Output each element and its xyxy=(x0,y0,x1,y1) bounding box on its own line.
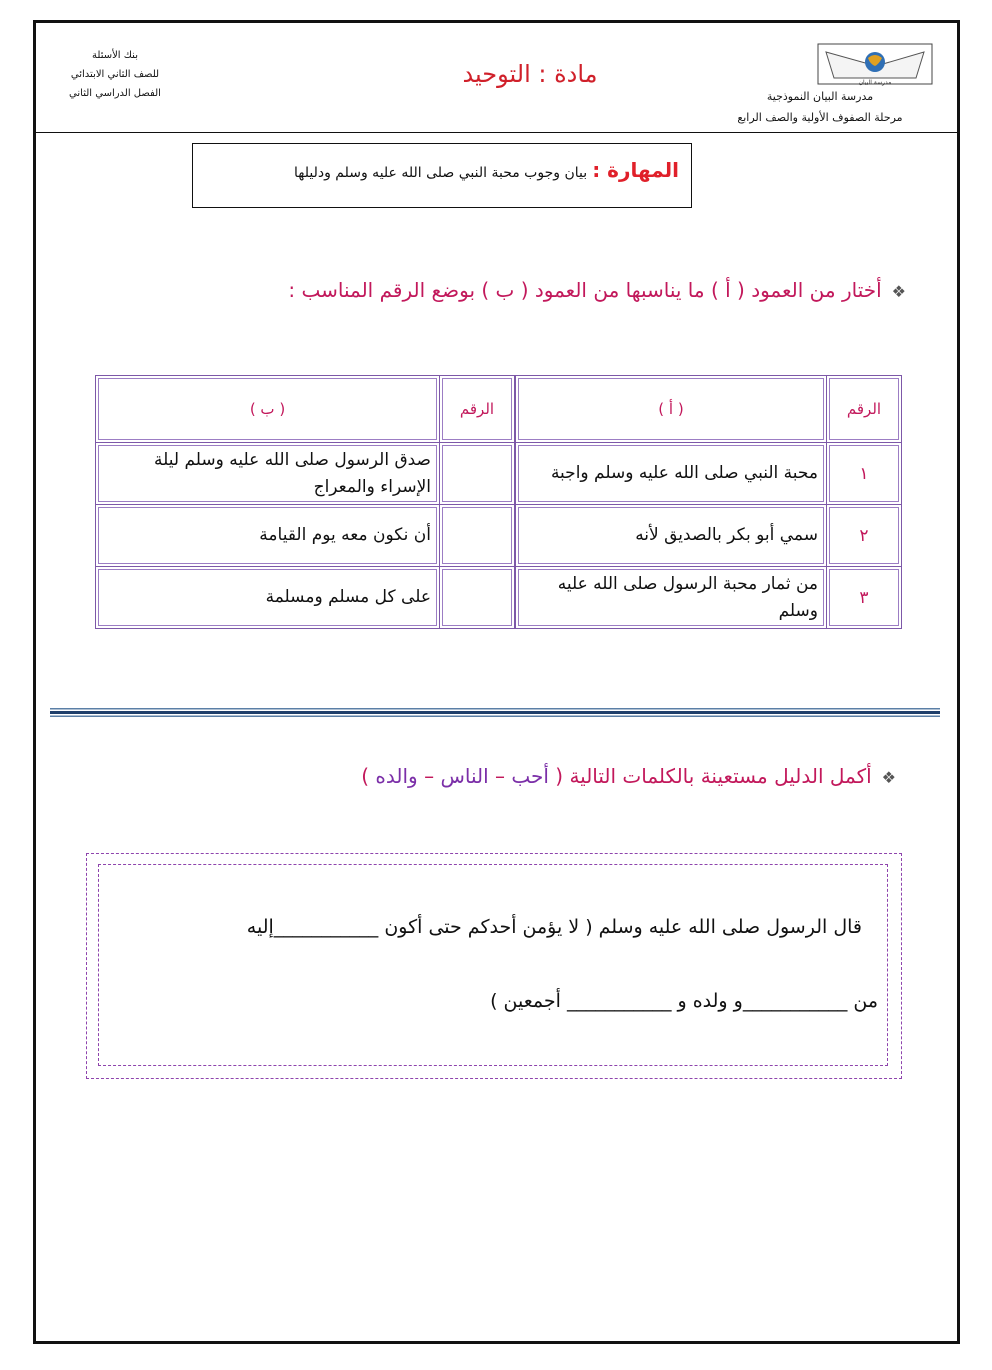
separator: – xyxy=(417,764,441,788)
table-b-header-num: الرقم xyxy=(440,376,515,443)
hadith-line-2[interactable]: من ___________و ولده و ___________ أجمعين ) xyxy=(490,990,878,1012)
separator: – xyxy=(488,764,512,788)
column-b-item: على كل مسلم ومسلمة xyxy=(96,567,440,629)
section-divider xyxy=(50,708,940,717)
table-row xyxy=(516,567,902,629)
header-right-block xyxy=(710,86,930,128)
table-a-header-num: الرقم xyxy=(827,376,902,443)
column-a-item: من ثمار محبة الرسول صلى الله عليه وسلم xyxy=(516,567,827,629)
skill-box xyxy=(192,143,692,208)
hadith-box-inner xyxy=(98,864,888,1066)
table-row xyxy=(516,443,902,505)
school-name: مدرسة البيان النموذجية xyxy=(766,90,874,103)
question2-text-end: ) xyxy=(361,764,376,788)
column-a-item: محبة النبي صلى الله عليه وسلم واجبة xyxy=(516,443,827,505)
table-a-header-col: ( أ ) xyxy=(516,376,827,443)
table-b-header-col: ( ب ) xyxy=(96,376,440,443)
stage-label: مرحلة الصفوف الأولية والصف الرابع xyxy=(737,111,903,124)
row-number: ٣ xyxy=(827,567,902,629)
logo-text: مدرسة البيان xyxy=(858,79,892,86)
header-divider xyxy=(36,132,957,133)
diamond-bullet-icon: ❖ xyxy=(881,768,896,787)
answer-number-field[interactable] xyxy=(440,567,515,629)
subject-title: مادة : التوحيد xyxy=(462,60,598,88)
column-b-item: أن نكون معه يوم القيامة xyxy=(96,505,440,567)
table-column-a xyxy=(515,375,902,629)
word-bank-1: أحب xyxy=(511,764,549,788)
answer-number-field[interactable] xyxy=(440,505,515,567)
question2-title xyxy=(361,764,896,788)
column-a-item: سمي أبو بكر بالصديق لأنه xyxy=(516,505,827,567)
word-bank-2: الناس xyxy=(440,764,489,788)
answer-number-field[interactable] xyxy=(440,443,515,505)
word-bank-3: والده xyxy=(375,764,418,788)
question1-title xyxy=(288,278,906,302)
table-row xyxy=(96,567,515,629)
grade-label: للصف الثاني الابتدائي xyxy=(70,69,160,80)
table-column-b xyxy=(95,375,515,629)
question2-text-start: أكمل الدليل مستعينة بالكلمات التالية ( xyxy=(548,764,872,788)
question1-text: أختار من العمود ( أ ) ما يناسبها من العمود ( ب ) بوضع الرقم المناسب : xyxy=(288,278,882,302)
column-b-item: صدق الرسول صلى الله عليه وسلم ليلة الإسراء والمعراج xyxy=(96,443,440,505)
header-left-block xyxy=(50,46,180,103)
table-row xyxy=(96,505,515,567)
question-bank-label: بنك الأسئلة xyxy=(92,50,138,61)
table-row xyxy=(516,505,902,567)
semester-label: الفصل الدراسي الثاني xyxy=(69,88,161,99)
row-number: ١ xyxy=(827,443,902,505)
diamond-bullet-icon: ❖ xyxy=(891,282,906,301)
table-row xyxy=(96,443,515,505)
skill-label: المهارة : xyxy=(592,158,679,182)
hadith-line-1[interactable]: قال الرسول صلى الله عليه وسلم ( لا يؤمن أحدكم حتى أكون ___________إليه xyxy=(246,916,862,938)
skill-text: بيان وجوب محبة النبي صلى الله عليه وسلم ودليلها xyxy=(294,165,588,181)
page-frame xyxy=(33,20,960,1344)
school-logo-icon xyxy=(816,38,934,92)
row-number: ٢ xyxy=(827,505,902,567)
